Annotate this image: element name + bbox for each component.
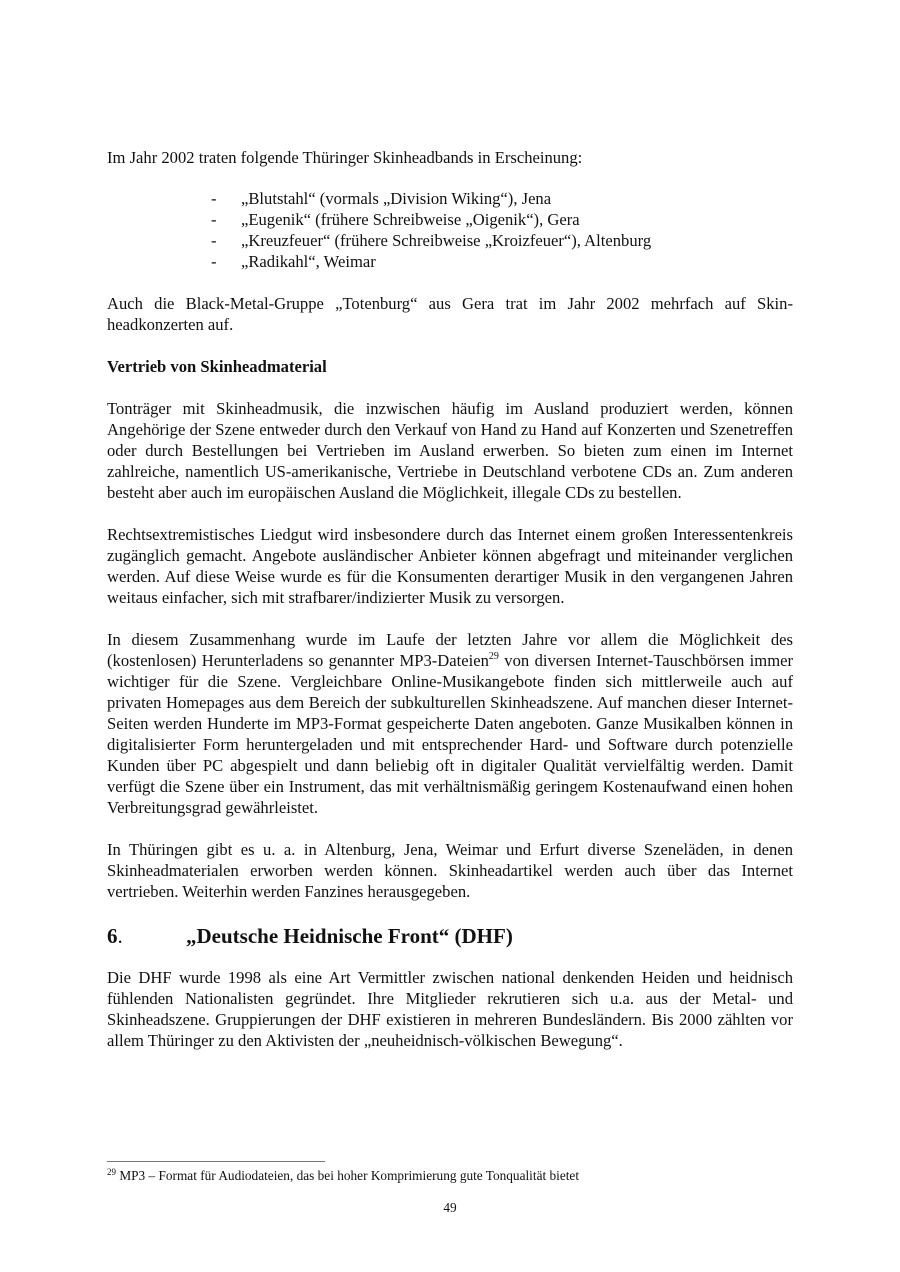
list-marker: - — [211, 189, 217, 208]
main-text — [107, 147, 793, 1072]
chapter-title: „Deutsche Heidnische Front“ (DHF) — [186, 924, 513, 948]
band-item-text: „Blutstahl“ (vormals „Division Wiking“), Jena — [241, 189, 552, 208]
list-item — [211, 209, 793, 230]
paragraph-vertrieb-2: Rechtsextremistisches Liedgut wird insbesondere durch das Internet einem großen Interessentenkreis zugänglich gemacht. Angebote ausländischer Anbieter können abgefragt und miteinander verglichen werden. Auf diese Weise wurde es für die Konsumenten derartiger Musik in den vergangenen Jahren weitaus einfacher, sich mit strafbarer/indizierter Musik zu versorgen. — [107, 525, 793, 607]
chapter-number: 6 — [107, 924, 118, 948]
list-marker: - — [211, 210, 217, 229]
paragraph-vertrieb-1: Tonträger mit Skinheadmusik, die inzwischen häufig im Ausland produziert werden, können Angehörige der Szene entweder durch den Verkauf von Hand zu Hand auf Konzerten und Szenetreffen oder durch Bestellungen bei Vertrieben im Ausland erwerben. So bieten zum einen im Internet zahlreiche, namentlich US-amerikanische, Vertriebe in Deutschland verbotene CDs an. Zum anderen besteht aber auch im europäischen Ausland die Möglichkeit, illegale CDs zu bestellen. — [107, 399, 793, 502]
footnote-number: 29 — [107, 1167, 116, 1177]
page-number: 49 — [443, 1200, 457, 1215]
list-marker: - — [211, 252, 217, 271]
footnote — [107, 1167, 793, 1184]
footnote-divider — [107, 1161, 325, 1162]
intro-paragraph: Im Jahr 2002 traten folgende Thüringer Skinheadbands in Erscheinung: — [107, 148, 583, 167]
list-marker: - — [211, 231, 217, 250]
footnote-text: MP3 – Format für Audiodateien, das bei hoher Komprimierung gute Tonqualität bietet — [116, 1168, 580, 1183]
band-item-text: „Radikahl“, Weimar — [241, 252, 376, 271]
paragraph-mp3-part-2: von diversen Internet-Tauschbörsen immer wichtiger für die Szene. Vergleichbare Online-Musikangebote finden sich mittlerweile auch auf privaten Homepages aus dem Bereich der subkulturellen Skinheadszene. Auf manchen dieser Internet-Seiten werden Hunderte im MP3-Format gespeicherte Daten angeboten. Ganze Musikalben können in digitalisierter Form heruntergeladen und mit entsprechender Hard- und Software durch potenzielle Kunden über PC abgespielt und dann beliebig oft in digitaler Qualität vervielfältig werden. Damit verfügt die Szene über ein Instrument, das mit verhältnismäßig geringem Kostenaufwand einen hohen Verbreitungsgrad gewährleistet. — [107, 651, 794, 817]
paragraph-thueringen: In Thüringen gibt es u. a. in Altenburg, Jena, Weimar und Erfurt diverse Szeneläden, in denen Skinheadmaterialen erworben werden können. Skinheadartikel werden auch über das Internet vertrieben. Weiterhin werden Fanzines herausgegeben. — [107, 840, 793, 901]
chapter-number-wrap — [107, 923, 186, 949]
paragraph-dhf: Die DHF wurde 1998 als eine Art Vermittler zwischen national denkenden Heiden und heidnisch fühlenden Nationalisten gegründet. Ihre Mitglieder rekrutieren sich u.a. aus der Metal- und Skinheadszene. Gruppierungen der DHF existieren in mehreren Bundesländern. Bis 2000 zählten vor allem Thüringer zu den Aktivisten der „neuheidnisch-völkischen Bewegung“. — [107, 968, 793, 1050]
paragraph-mp3-part-1: In diesem Zusammenhang wurde im Laufe der letzten Jahre vor allem die Möglichkeit des (kostenlosen) Herunterladens so genannter MP3-Dateien — [107, 630, 793, 670]
list-item — [211, 188, 793, 209]
chapter-number-dot: . — [117, 924, 123, 948]
paragraph-mp3 — [107, 629, 793, 818]
band-list — [107, 188, 793, 272]
band-item-text: „Kreuzfeuer“ (frühere Schreibweise „Kroizfeuer“), Altenburg — [241, 231, 652, 250]
section-subheading: Vertrieb von Skinheadmaterial — [107, 357, 327, 376]
paragraph-totenburg: Auch die Black-Metal-Gruppe „Totenburg“ aus Gera trat im Jahr 2002 mehrfach auf Skinheadkonzerten auf. — [107, 294, 793, 334]
footnote-reference[interactable]: 29 — [488, 651, 499, 662]
list-item — [211, 251, 793, 272]
list-item — [211, 230, 793, 251]
chapter-heading — [107, 923, 793, 949]
band-item-text: „Eugenik“ (frühere Schreibweise „Oigenik“), Gera — [241, 210, 580, 229]
